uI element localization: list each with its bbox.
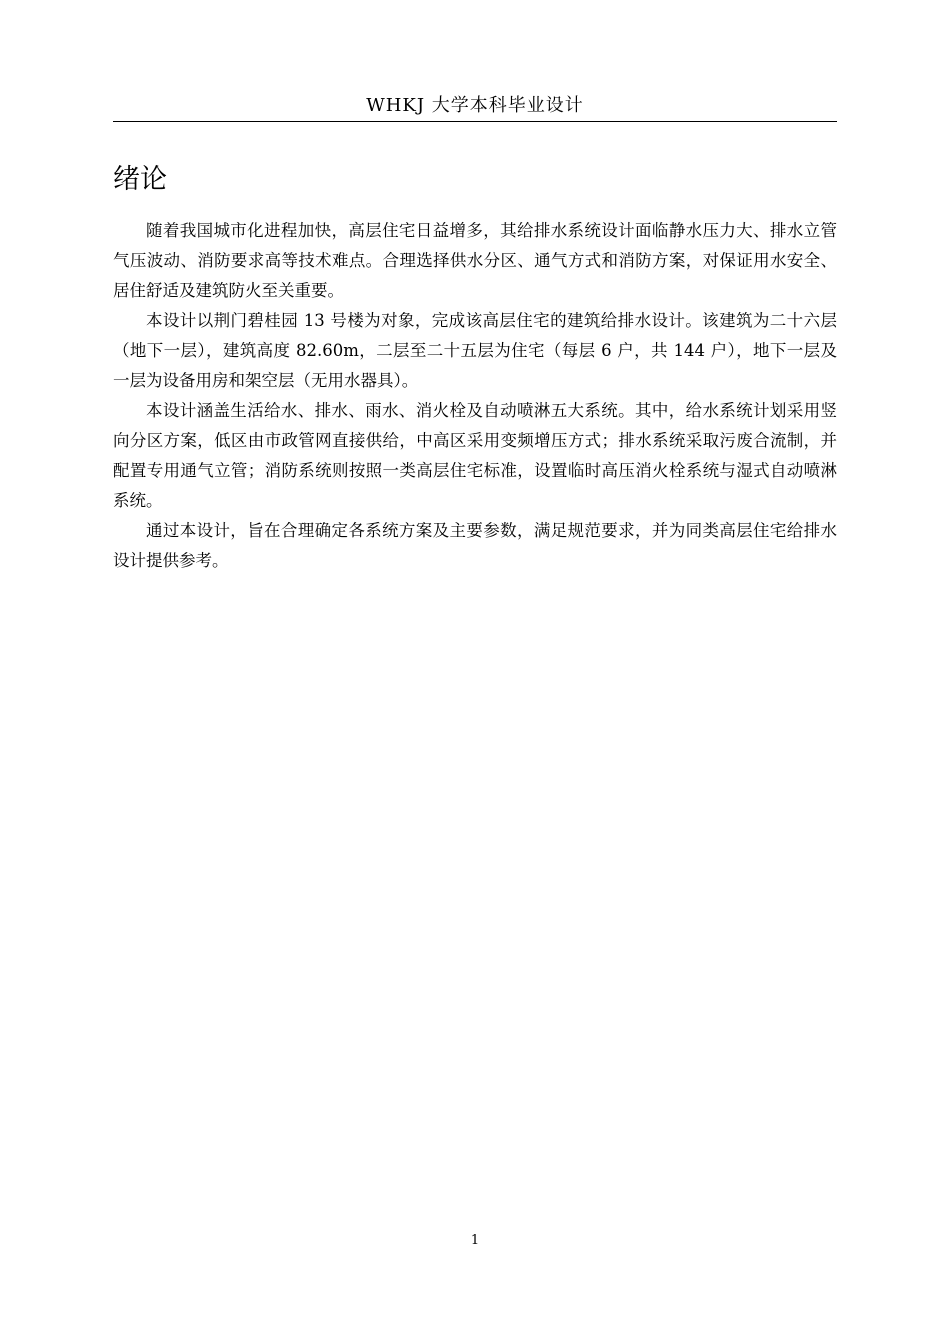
- chapter-title: 绪论: [113, 164, 167, 195]
- paragraph-3: 本设计涵盖生活给水、排水、雨水、消火栓及自动喷淋五大系统。其中，给水系统计划采用竖向分区方案，低区由市政管网直接供给，中高区采用变频增压方式；排水系统采取污废合流制，并配置专用通气立管；消防系统则按照一类高层住宅标准，设置临时高压消火栓系统与湿式自动喷淋系统。: [113, 401, 837, 510]
- running-header: WHKJ 大学本科毕业设计: [366, 95, 584, 116]
- paragraph-2: 本设计以荆门碧桂园 13 号楼为对象，完成该高层住宅的建筑给排水设计。该建筑为二十六层（地下一层），建筑高度 82.60m，二层至二十五层为住宅（每层 6 户，共 144 户），地下一层及一层为设备用房和架空层（无用水器具）。: [113, 311, 837, 390]
- paragraph-1: 随着我国城市化进程加快，高层住宅日益增多，其给排水系统设计面临静水压力大、排水立管气压波动、消防要求高等技术难点。合理选择供水分区、通气方式和消防方案，对保证用水安全、居住舒适及建筑防火至关重要。: [113, 221, 837, 300]
- page-number: 1: [470, 1233, 480, 1248]
- paragraph-4: 通过本设计，旨在合理确定各系统方案及主要参数，满足规范要求，并为同类高层住宅给排水设计提供参考。: [113, 521, 837, 570]
- body-text: [113, 216, 837, 576]
- header-divider: [113, 121, 837, 122]
